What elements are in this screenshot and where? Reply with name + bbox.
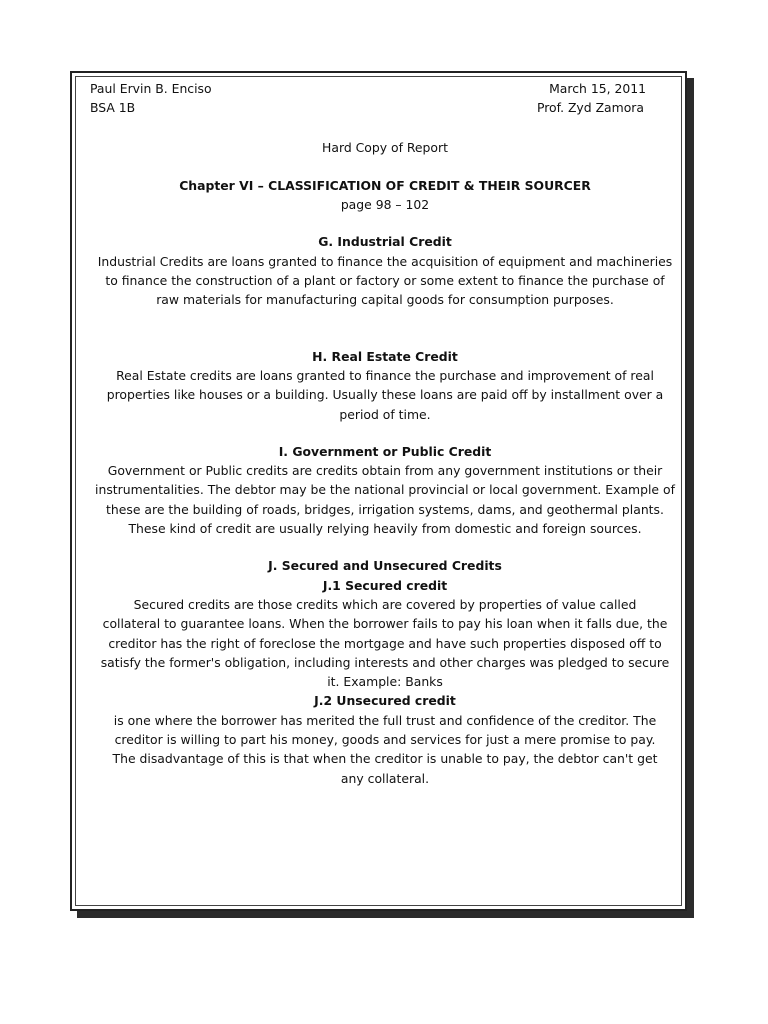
text-line: any collateral. [340, 770, 430, 786]
text-line: creditor is willing to part his money, goods and services for just a mere promise to pay. [114, 732, 656, 748]
author-name: Paul Ervin B. Enciso [90, 81, 212, 96]
course-section: BSA 1B [90, 100, 136, 116]
text-line: satisfy the former's obligation, including interests and other charges was pledged to secure [100, 654, 670, 670]
text-line: Real Estate credits are loans granted to finance the purchase and improvement of real [116, 367, 654, 383]
text-line: These kind of credit are usually relying heavily from domestic and foreign sources. [128, 521, 642, 537]
header-row-2 [86, 98, 684, 117]
header-row-1 [86, 79, 684, 98]
text-line: The disadvantage of this is that when the creditor is unable to pay, the debtor can't get [112, 751, 658, 767]
section-body-real-estate-credit [86, 366, 684, 424]
text-line: to finance the construction of a plant or factory or some extent to finance the purchase of [105, 273, 665, 289]
text-line: Government or Public credits are credits obtain from any government institutions or their [107, 463, 663, 479]
text-line: creditor has the right of foreclose the mortgage and have such properties disposed off to [108, 635, 662, 651]
text-line: is one where the borrower has merited the full trust and confidence of the creditor. The [113, 712, 657, 728]
text-line: collateral to guarantee loans. When the borrower fails to pay his loan when it falls due, the [102, 616, 668, 632]
report-title: Hard Copy of Report [322, 139, 448, 155]
text-line: raw materials for manufacturing capital goods for consumption purposes. [156, 292, 614, 308]
section-heading-secured-unsecured-credits: J. Secured and Unsecured Credits [268, 558, 502, 574]
chapter-title: Chapter VI – CLASSIFICATION OF CREDIT & THEIR SOURCER [179, 177, 591, 193]
professor-name: Prof. Zyd Zamora [536, 100, 644, 116]
section-heading-government-credit: I. Government or Public Credit [278, 443, 492, 459]
chapter-pages: page 98 – 102 [340, 197, 430, 213]
text-line: these are the building of roads, bridges, irrigation systems, dams, and geothermal plants. [106, 501, 664, 517]
text-line: Industrial Credits are loans granted to finance the acquisition of equipment and machineries [97, 253, 673, 269]
section-body-industrial-credit [86, 252, 684, 310]
report-date: March 15, 2011 [549, 81, 646, 96]
subsection-body-secured-credit [86, 595, 684, 691]
section-heading-real-estate-credit: H. Real Estate Credit [312, 348, 458, 364]
text-line: instrumentalities. The debtor may be the national provincial or local government. Example of [95, 482, 675, 498]
subsection-heading-secured-credit: J.1 Secured credit [322, 577, 448, 593]
text-line: Secured credits are those credits which are covered by properties of value called [133, 596, 637, 612]
text-line: properties like houses or a building. Usually these loans are paid off by installment over a [106, 387, 664, 403]
text-line: period of time. [339, 406, 431, 422]
section-body-government-credit [86, 461, 684, 538]
subsection-heading-unsecured-credit: J.2 Unsecured credit [314, 693, 456, 709]
subsection-body-unsecured-credit [86, 711, 684, 788]
text-line: it. Example: Banks [327, 674, 443, 690]
section-heading-industrial-credit: G. Industrial Credit [318, 234, 452, 250]
report-document [86, 79, 684, 788]
